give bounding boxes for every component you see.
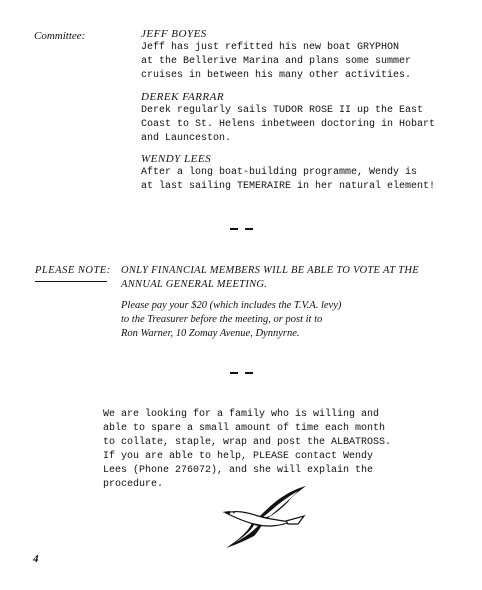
volunteer-line: Lees (Phone 276072), and she will explain the xyxy=(103,465,374,476)
member-line: Jeff has just refitted his new boat GRYPHON xyxy=(141,42,400,53)
volunteer-line: If you are able to help, PLEASE contact Wendy xyxy=(103,451,374,462)
volunteer-line: procedure. xyxy=(103,479,164,490)
please-note-label: PLEASE NOTE: xyxy=(35,265,111,276)
payment-line: to the Treasurer before the meeting, or post it to xyxy=(121,314,323,325)
notice-line: ONLY FINANCIAL MEMBERS WILL BE ABLE TO VOTE AT THE xyxy=(121,265,419,276)
payment-line: Ron Warner, 10 Zomay Avenue, Dynnyrne. xyxy=(121,328,300,339)
member-line: at last sailing TEMERAIRE in her natural element! xyxy=(141,181,436,192)
member-line: and Launceston. xyxy=(141,133,232,144)
volunteer-line: able to spare a small amount of time each month xyxy=(103,423,386,434)
member-name: DEREK FARRAR xyxy=(141,91,225,103)
notice-line: ANNUAL GENERAL MEETING. xyxy=(121,279,268,290)
payment-line: Please pay your $20 (which includes the T.V.A. levy) xyxy=(121,300,342,311)
committee-member-jeff-boyes xyxy=(141,27,471,83)
member-name: WENDY LEES xyxy=(141,153,212,165)
volunteer-line: We are looking for a family who is willing and xyxy=(103,409,380,420)
member-line: Derek regularly sails TUDOR ROSE II up the East xyxy=(141,105,424,116)
committee-member-derek-farrar xyxy=(141,90,471,146)
section-separator xyxy=(230,228,253,230)
member-description xyxy=(141,166,471,194)
member-line: Coast to St. Helens inbetween doctoring in Hobart xyxy=(141,119,436,130)
seagull-icon xyxy=(218,480,310,552)
member-line: After a long boat-building programme, Wendy is xyxy=(141,167,418,178)
volunteer-line: to collate, staple, wrap and post the ALBATROSS. xyxy=(103,437,392,448)
payment-instructions xyxy=(121,299,466,341)
voting-notice xyxy=(121,264,456,292)
committee-label: Committee: xyxy=(34,30,86,42)
committee-member-wendy-lees xyxy=(141,152,471,194)
member-description xyxy=(141,41,471,83)
section-separator xyxy=(230,372,253,374)
page-number: 4 xyxy=(33,553,39,565)
member-name: JEFF BOYES xyxy=(141,28,207,40)
please-note-underline xyxy=(35,281,107,282)
member-description xyxy=(141,104,471,146)
member-line: at the Bellerive Marina and plans some summer xyxy=(141,56,412,67)
member-line: cruises in between his many other activities. xyxy=(141,70,412,81)
